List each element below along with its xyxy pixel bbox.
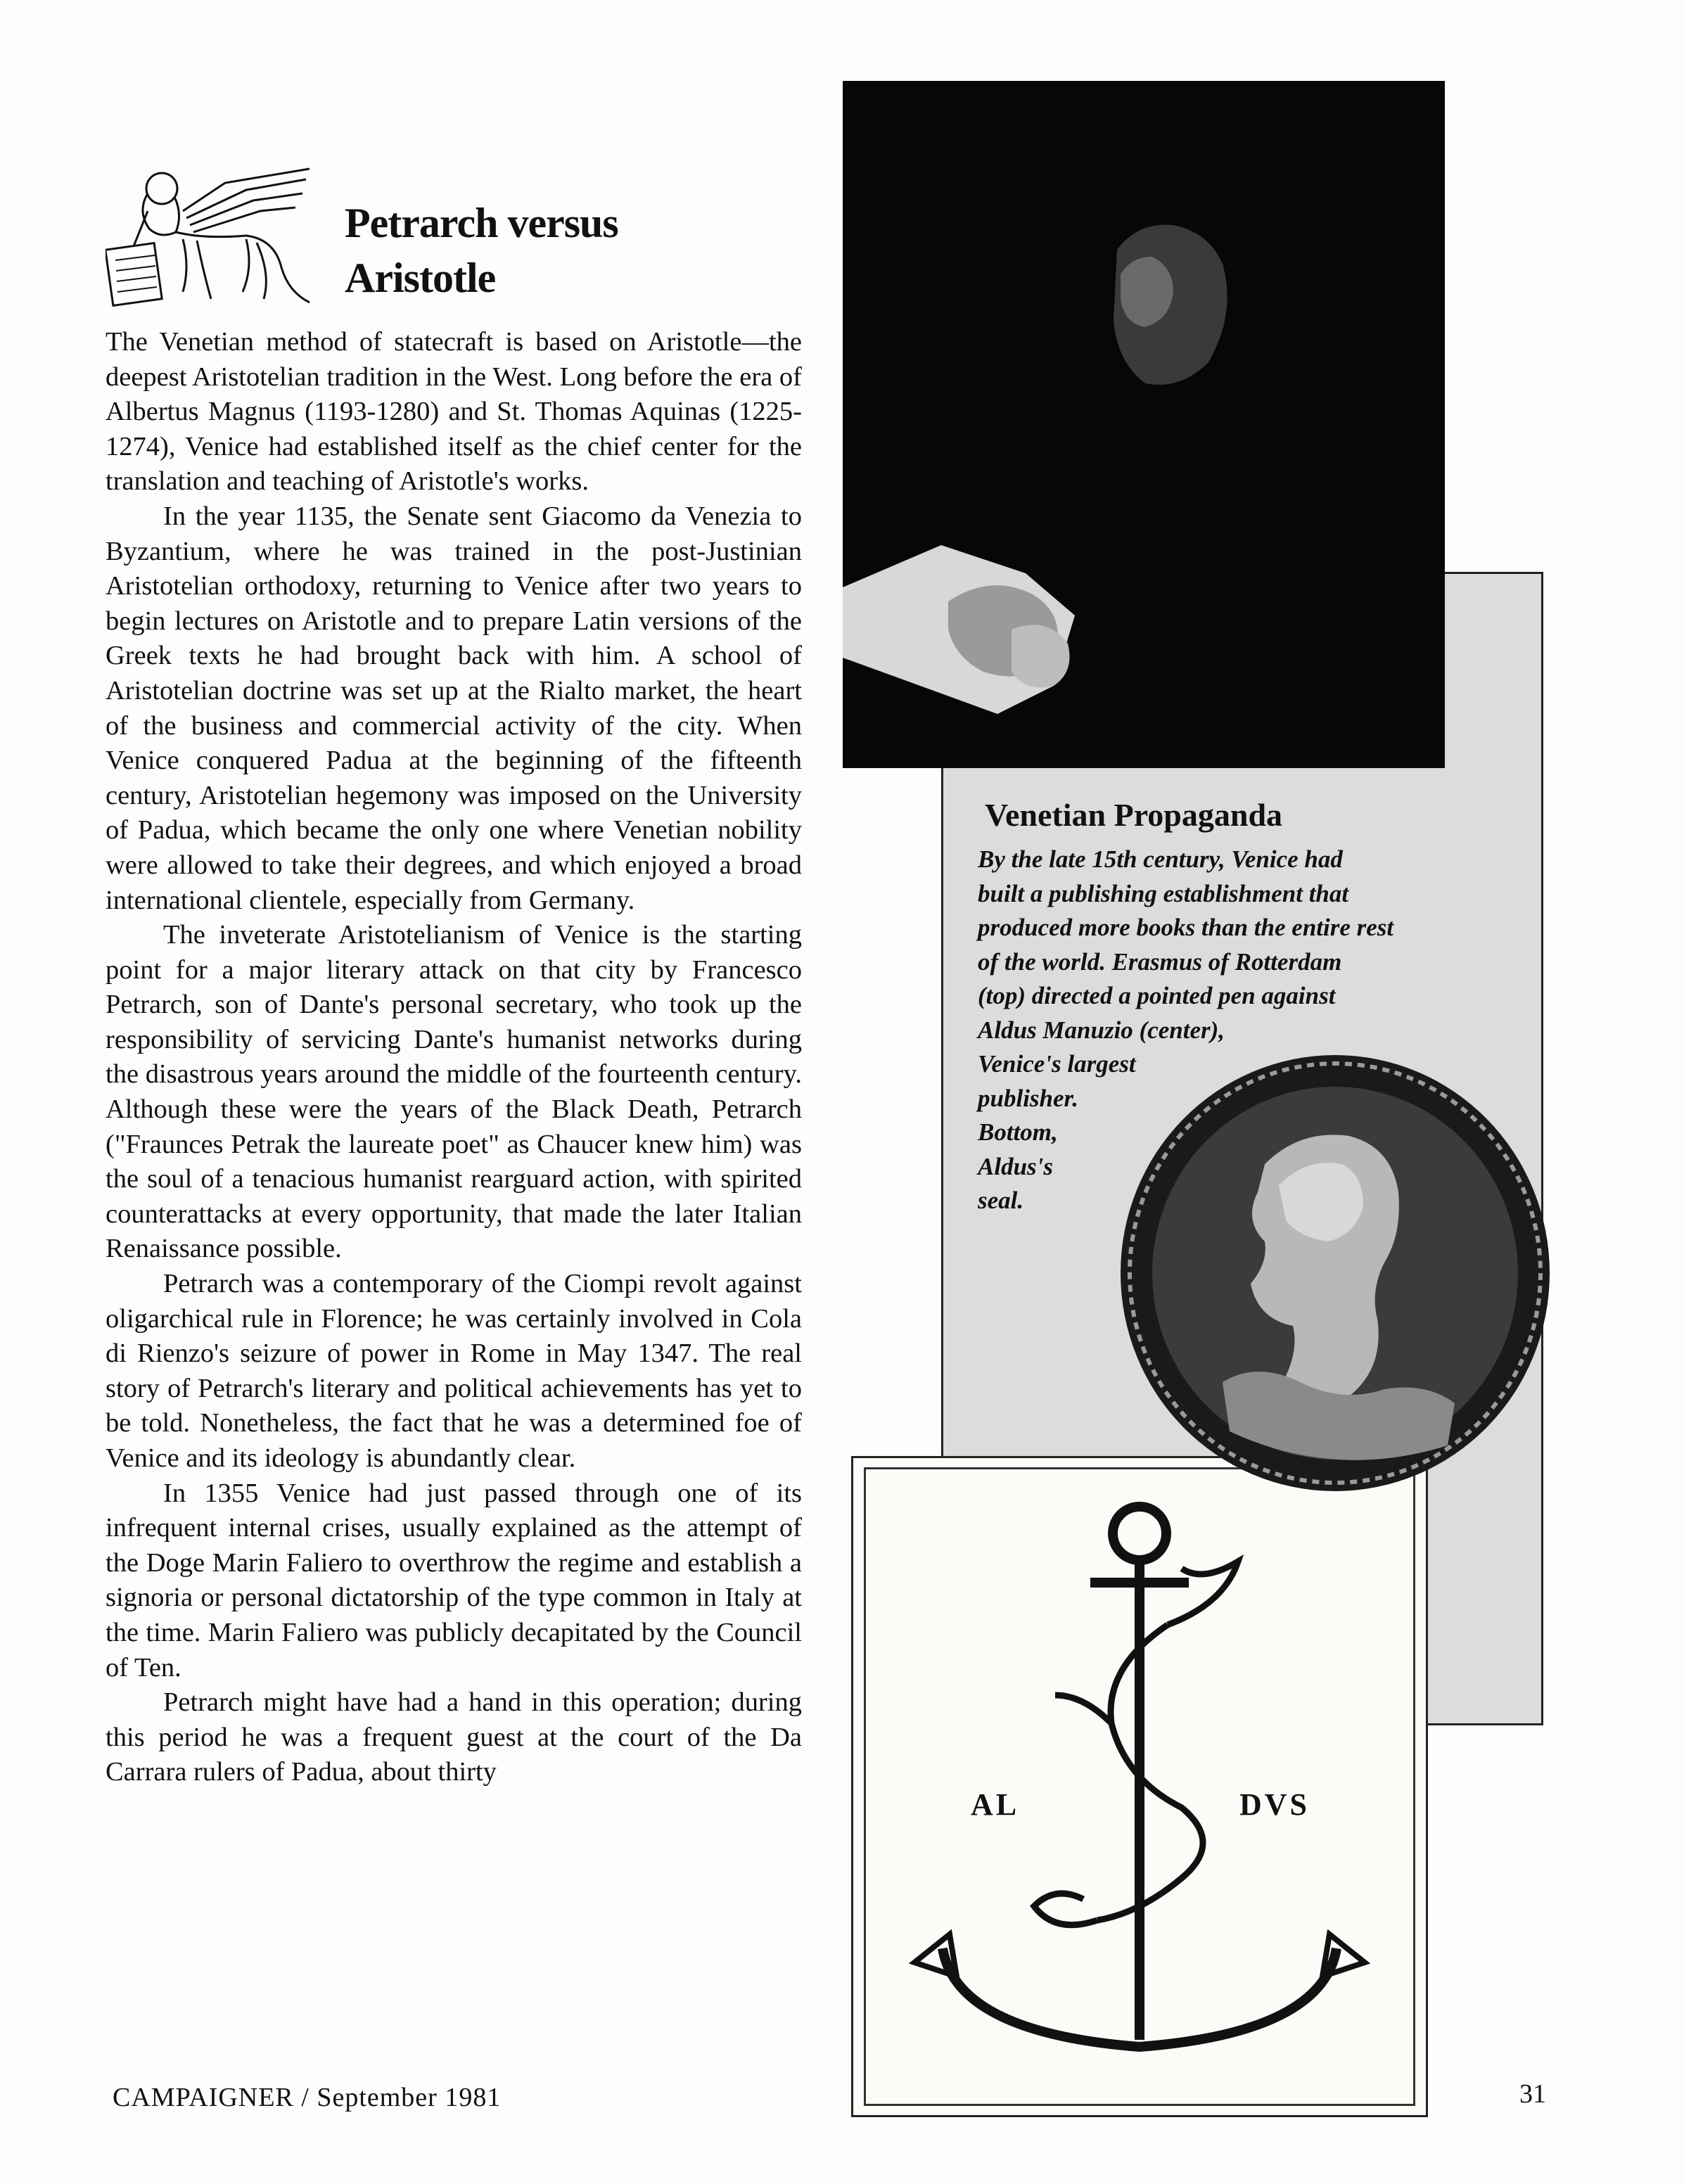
title-line-2: Aristotle	[345, 255, 496, 301]
paragraph: The Venetian method of statecraft is based on Aristotle—the deepest Aristotelian tradition in the West. Long before the era of Albertus Magnus (1193-1280) and St. Thomas Aquinas (1225-1274), Venice had established itself as the chief center for the translation and teaching of Aristotle's works.	[106, 327, 802, 497]
anchor-dolphin-seal-icon	[872, 1484, 1407, 2103]
caption-line: Venice's largest	[978, 1050, 1136, 1078]
paragraph: The inveterate Aristotelianism of Venice is the starting point for a major literary attack on that city by Francesco Petrarch, son of Dante's personal secretary, who took up the responsibility of servicing Dante's humanist networks during the disastrous years around the middle of the fourteenth century. Although these were the years of the Black Death, Petrarch ("Fraunces Petrak the laureate poet" as Chaucer knew him) was the soul of a tenacious humanist rearguard action, with spirited counterattacks at every opportunity, that made the later Italian Renaissance possible.	[106, 920, 802, 1264]
aldus-manutius-medal-image	[1117, 1052, 1553, 1495]
paragraph: In 1355 Venice had just passed through one of its infrequent internal crises, usually explained as the attempt of the Doge Marin Faliero to overthrow the regime and establish a signoria or personal dictatorship of the type common in Italy at the time. Marin Faliero was publicly decapitated by the Council of Ten.	[106, 1478, 802, 1682]
caption-line: Bottom,	[978, 1118, 1058, 1146]
caption-title: Venetian Propaganda	[985, 797, 1283, 833]
publication-footer: CAMPAIGNER / September 1981	[113, 2083, 502, 2112]
seal-right-letters: DVS	[1239, 1787, 1310, 1822]
caption-line: built a publishing establishment that	[978, 879, 1349, 907]
article-title	[345, 196, 739, 305]
caption-line: produced more books than the entire rest	[978, 914, 1394, 941]
paragraph: Petrarch was a contemporary of the Ciompi revolt against oligarchical rule in Florence; he was certainly involved in Cola di Rienzo's seizure of power in Rome in May 1347. The real story of Petrarch's literary and political achievements has yet to be told. Nonetheless, the fact that he was a determined foe of Venice and its ideology is abundantly clear.	[106, 1269, 802, 1473]
paragraph: In the year 1135, the Senate sent Giacomo da Venezia to Byzantium, where he was trained in the post-Justinian Aristotelian orthodoxy, returning to Venice after two years to begin lectures on Aristotle and to prepare Latin versions of the Greek texts he had brought back with him. A school of Aristotelian doctrine was set up at the Rialto market, the heart of the business and commercial activity of the city. When Venice conquered Padua at the beginning of the fifteenth century, Aristotelian hegemony was imposed on the University of Padua, which became the only one where Venetian nobility were allowed to take their degrees, and which enjoyed a broad international clientele, especially from Germany.	[106, 501, 802, 915]
caption-line: Aldus's	[978, 1152, 1053, 1180]
seal-left-letters: AL	[971, 1787, 1020, 1822]
caption-line: publisher.	[978, 1084, 1078, 1112]
caption-line: By the late 15th century, Venice had	[978, 845, 1343, 873]
page-number: 31	[1519, 2079, 1546, 2109]
caption-line: (top) directed a pointed pen against	[978, 982, 1336, 1009]
erasmus-portrait-photo	[843, 81, 1445, 768]
paragraph: Petrarch might have had a hand in this operation; during this period he was a frequent guest at the court of the Da Carrara rulers of Padua, about thirty	[106, 1687, 802, 1787]
winged-lion-emblem-icon	[106, 162, 317, 317]
title-line-1: Petrarch versus	[345, 200, 618, 246]
caption-line: Aldus Manuzio (center),	[978, 1016, 1225, 1044]
article-body	[106, 325, 802, 1790]
caption-line: of the world. Erasmus of Rotterdam	[978, 947, 1342, 976]
caption-line: seal.	[978, 1187, 1024, 1214]
